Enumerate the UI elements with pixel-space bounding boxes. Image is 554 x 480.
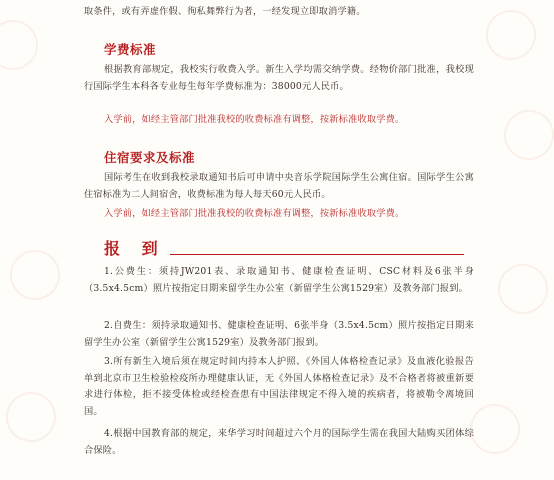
watermark-seal [0, 384, 64, 450]
watermark-seal [2, 242, 68, 308]
intro-paragraph-tail: 取条件，或有弄虚作假、徇私舞弊行为者，一经发现立即取消学籍。 [84, 6, 366, 17]
watermark-seal [0, 12, 46, 78]
tuition-heading: 学费标准 [104, 42, 157, 57]
registration-item: 1.公费生：须持JW201表、录取通知书、健康检查证明、CSC材料及6张半身（3.5x4.5cm）照片按指定日期来留学生办公室（新留学生公寓1529室）及教务部门报到。 [84, 266, 474, 294]
watermark-seal [490, 256, 554, 322]
heading-underline [170, 254, 464, 255]
watermark-seal [496, 102, 554, 168]
tuition-note: 入学前，如经主管部门批准我校的收费标准有调整，按新标准收取学费。 [104, 114, 405, 125]
registration-item: 4.根据中国教育部的规定，来华学习时间超过六个月的国际学生需在我国大陆购买团体综合保险。 [84, 428, 474, 456]
housing-heading: 住宿要求及标准 [104, 150, 196, 165]
housing-note: 入学前，如经主管部门批准我校的收费标准有调整，按新标准收取学费。 [104, 208, 405, 219]
housing-paragraph: 国际考生在收到我校录取通知书后可申请中央音乐学院国际学生公寓住宿。国际学生公寓住宿标准为二人间宿舍，收费标准为每人每天60元人民币。 [84, 172, 474, 200]
tuition-paragraph: 根据教育部规定，我校实行收费入学。新生入学均需交纳学费。经物价部门批准，我校现行国际学生本科各专业每生每年学费标准为：38000元人民币。 [84, 64, 474, 92]
registration-item: 3.所有新生入境后须在规定时间内持本人护照、《外国人体格检查记录》及血液化验报告单到北京市卫生检验检疫所办理健康认证，无《外国人体格检查记录》及不合格者将被重新要求进行体检，拒不接受体检或经检查患有中国法律规定不得入境的疾病者，将被勒令离境回国。 [84, 356, 474, 417]
watermark-seal [478, 2, 544, 68]
registration-item: 2.自费生：须持录取通知书、健康检查证明、6张半身（3.5x4.5cm）照片按指定日期来留学生办公室（新留学生公寓1529室）及教务部门报到。 [84, 320, 474, 348]
registration-heading: 报 到 [104, 239, 166, 258]
